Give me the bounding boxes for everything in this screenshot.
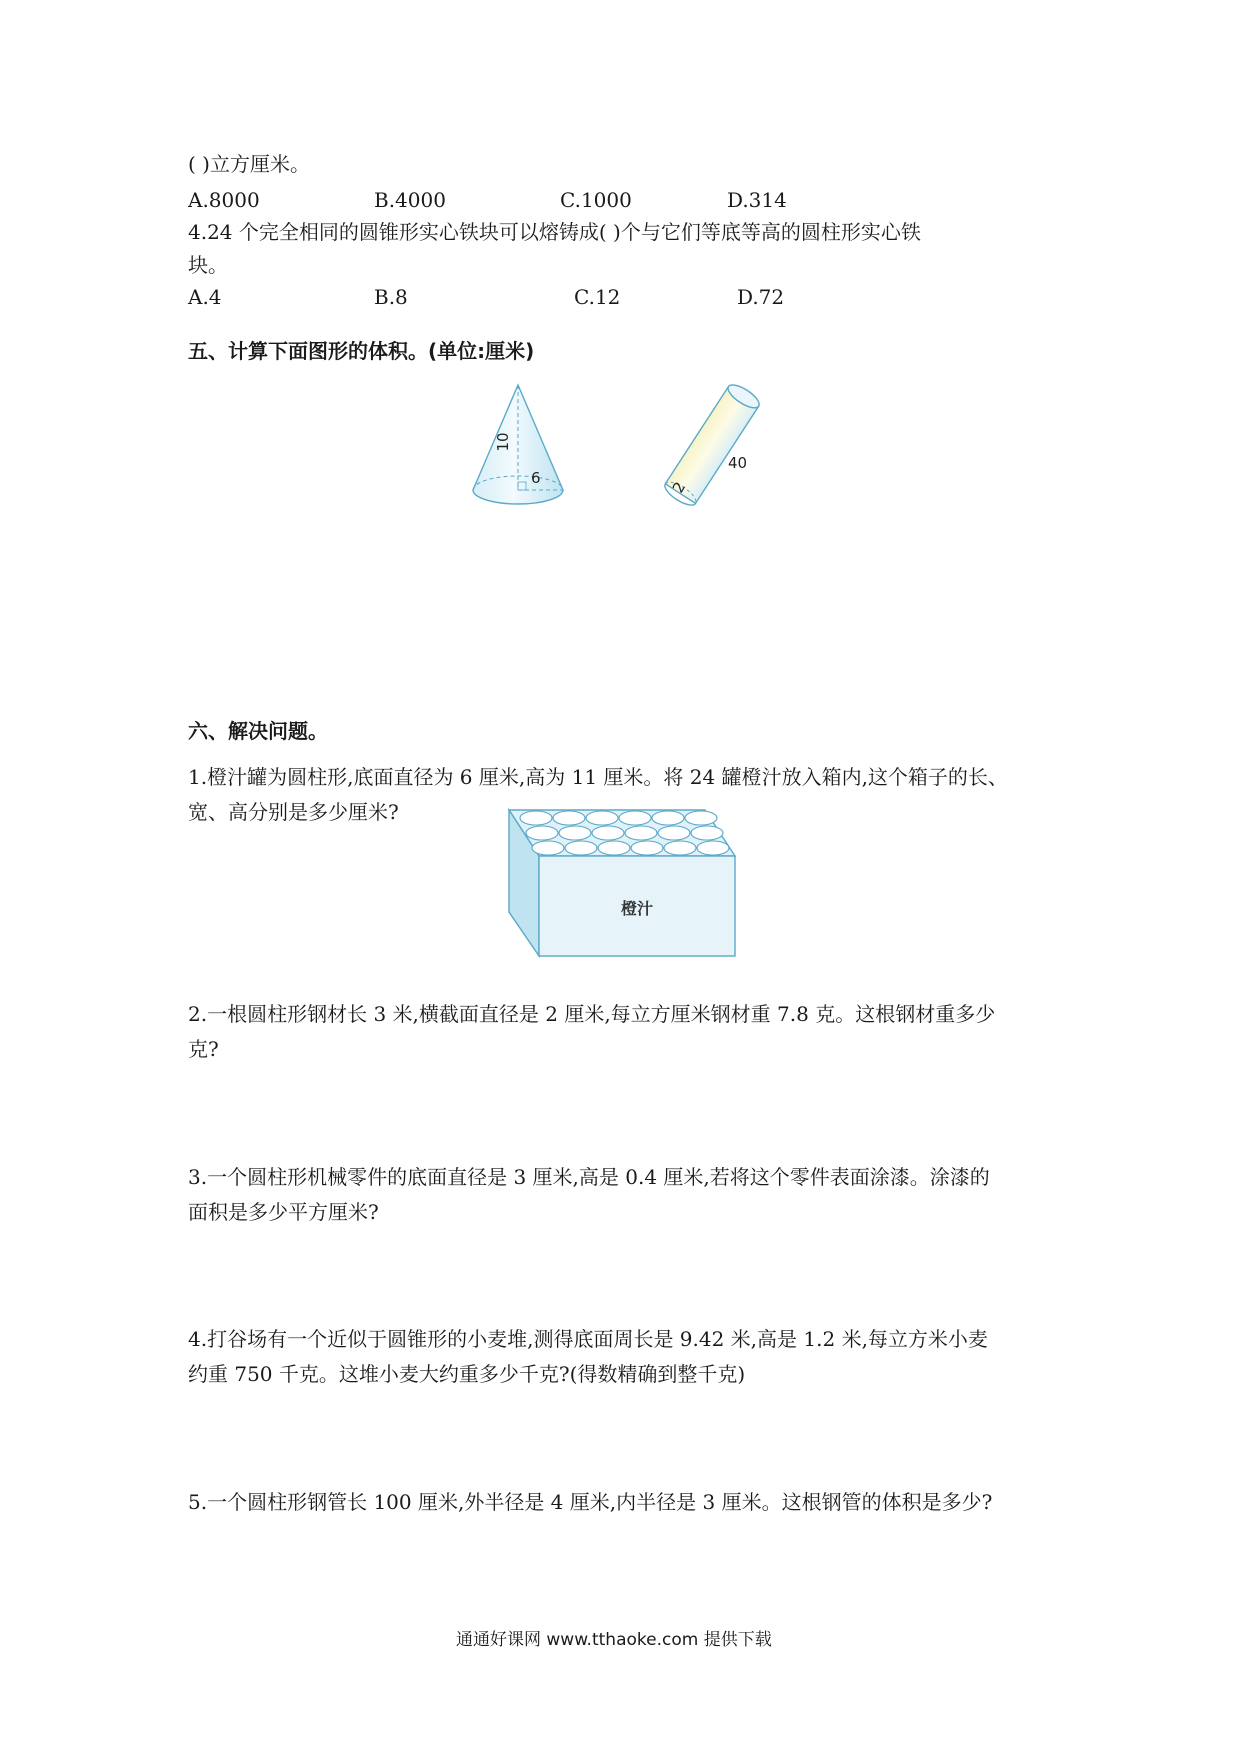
juice-box-figure [505, 808, 740, 960]
problem1-line1: 1.橙汁罐为圆柱形,底面直径为 6 厘米,高为 11 厘米。将 24 罐橙汁放入箱内,这个箱子的长、 [188, 765, 1008, 789]
cone-figure [465, 380, 575, 515]
q3-answer-blank-line: ( )立方厘米。 [188, 152, 310, 176]
section5-title: 五、计算下面图形的体积。(单位:厘米) [188, 339, 535, 363]
problem3-line2: 面积是多少平方厘米? [188, 1200, 379, 1224]
q3-option-c: C.1000 [560, 188, 632, 212]
cone-radius-label: 6 [531, 469, 541, 487]
problem3-line1: 3.一个圆柱形机械零件的底面直径是 3 厘米,高是 0.4 厘米,若将这个零件表面涂漆。涂漆的 [188, 1165, 990, 1189]
cylinder-length-label: 40 [728, 454, 748, 472]
q4-text-line2: 块。 [188, 253, 228, 277]
section6-title: 六、解决问题。 [188, 719, 328, 743]
q3-option-d: D.314 [727, 188, 787, 212]
q4-option-b: B.8 [374, 285, 408, 309]
cone-height-label: 10 [494, 432, 512, 452]
q3-option-b: B.4000 [374, 188, 446, 212]
q4-option-d: D.72 [737, 285, 785, 309]
problem1-line2: 宽、高分别是多少厘米? [188, 800, 399, 824]
problem2-line2: 克? [188, 1037, 219, 1061]
problem2-line1: 2.一根圆柱形钢材长 3 米,横截面直径是 2 厘米,每立方厘米钢材重 7.8 克。这根钢材重多少 [188, 1002, 996, 1026]
juice-box-label: 橙汁 [620, 899, 654, 918]
cylinder-radius-label: 2 [668, 478, 690, 496]
q3-option-a: A.8000 [188, 188, 260, 212]
q4-option-a: A.4 [188, 285, 222, 309]
problem5-line1: 5.一个圆柱形钢管长 100 厘米,外半径是 4 厘米,内半径是 3 厘米。这根钢管的体积是多少? [188, 1490, 993, 1514]
cylinder-figure [650, 375, 780, 515]
juice-cans [520, 811, 729, 855]
q4-text-line1: 4.24 个完全相同的圆锥形实心铁块可以熔铸成( )个与它们等底等高的圆柱形实心铁 [188, 220, 921, 244]
page-footer: 通通好课网 www.tthaoke.com 提供下载 [456, 1630, 772, 1650]
q4-option-c: C.12 [574, 285, 621, 309]
problem4-line2: 约重 750 千克。这堆小麦大约重多少千克?(得数精确到整千克) [188, 1362, 746, 1386]
problem4-line1: 4.打谷场有一个近似于圆锥形的小麦堆,测得底面周长是 9.42 米,高是 1.2 米,每立方米小麦 [188, 1327, 988, 1351]
